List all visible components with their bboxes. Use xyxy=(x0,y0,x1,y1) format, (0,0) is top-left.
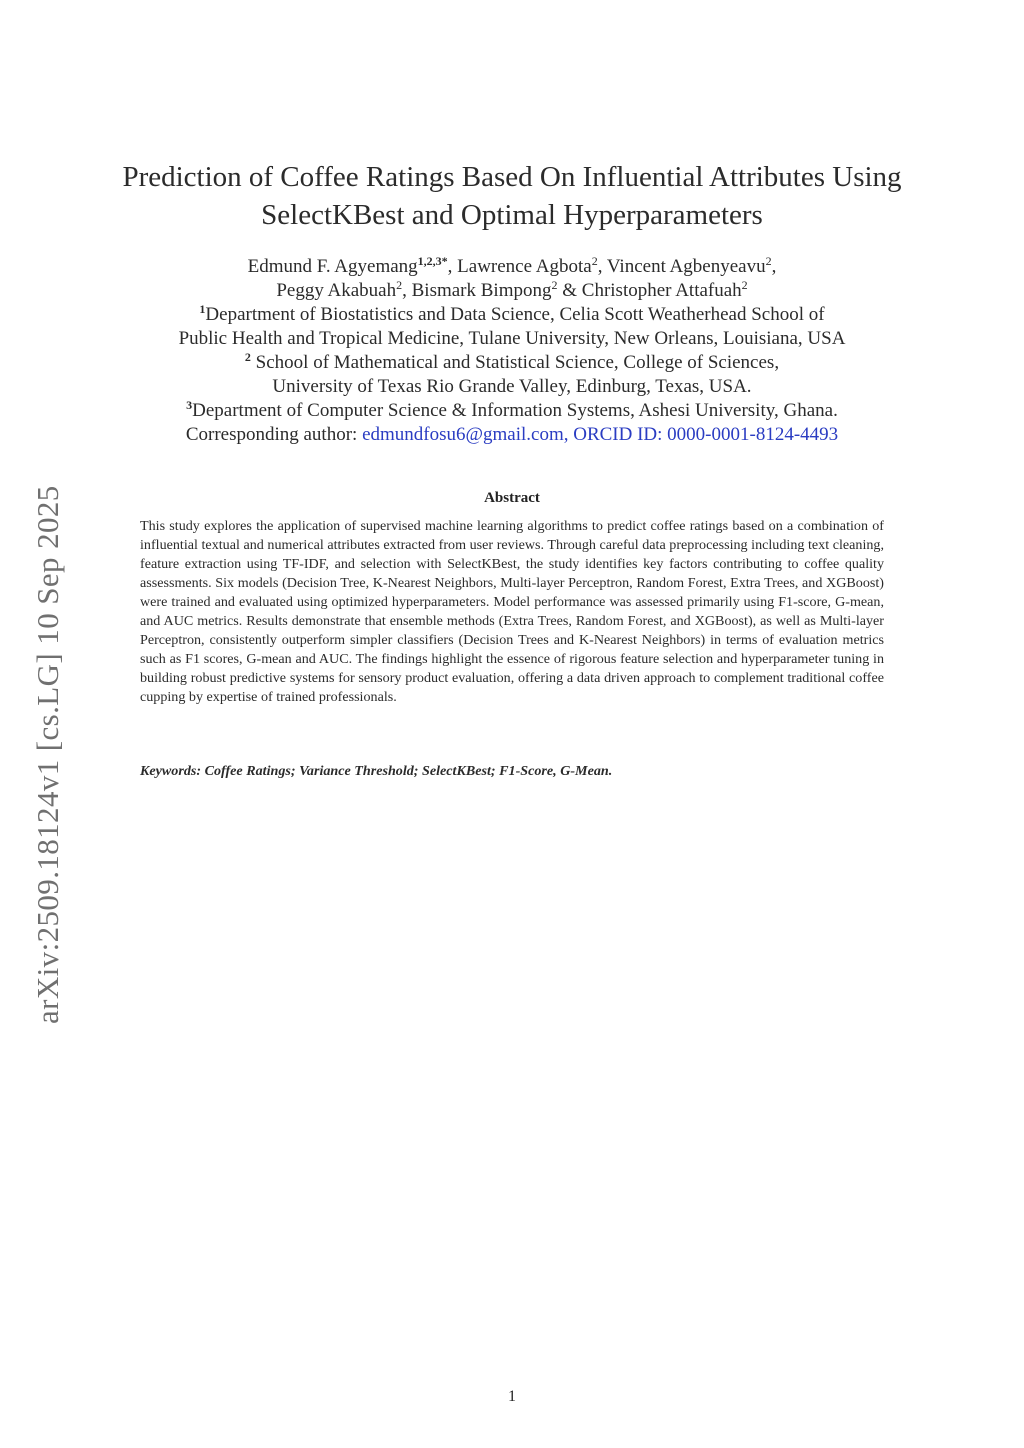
author-akabuah-affil: 2 xyxy=(396,278,403,292)
author-bimpong: , Bismark Bimpong xyxy=(402,280,552,301)
affiliation-1-line-1 xyxy=(100,303,924,327)
author-attafuah-affil: 2 xyxy=(741,278,748,292)
arxiv-identifier-stamp: arXiv:2509.18124v1 [cs.LG] 10 Sep 2025 xyxy=(30,485,65,1024)
affiliation-list xyxy=(100,303,924,447)
corresponding-author xyxy=(100,423,924,447)
paper-title xyxy=(100,158,924,234)
author-agbenyeavu-affil: 2 xyxy=(765,254,772,268)
author-line-1 xyxy=(100,255,924,279)
affiliation-1-marker: 1 xyxy=(199,302,206,316)
author-attafuah: & Christopher Attafuah xyxy=(557,280,742,301)
abstract-text: This study explores the application of supervised machine learning algorithms to predict coffee ratings based on a combination of influential textual and numerical attributes extracted from user reviews. Through careful data preprocessing including text cleaning, feature extraction using TF-IDF, and selection with SelectKBest, the study identifies key factors contributing to coffee quality assessments. Six models (Decision Tree, K-Nearest Neighbors, Multi-layer Perceptron, Random Forest, Extra Trees, and XGBoost) were trained and evaluated using optimized hyperparameters. Model performance was assessed primarily using F1-score, G-mean, and AUC metrics. Results demonstrate that ensemble methods (Extra Trees, Random Forest, and XGBoost), as well as Multi-layer Perceptron, consistently outperform simpler classifiers (Decision Trees and K-Nearest Neighbors) in terms of evaluation metrics such as F1 scores, G-mean and AUC. The findings highlight the essence of rigorous feature selection and hyperparameter tuning in building robust predictive systems for sensory product evaluation, offering a data driven approach to complement traditional coffee cupping by expertise of trained professionals. xyxy=(140,518,884,705)
page-number: 1 xyxy=(508,1388,516,1405)
affiliation-2-line-1 xyxy=(100,351,924,375)
author-line-2 xyxy=(100,279,924,303)
author-agbota: , Lawrence Agbota xyxy=(447,256,592,277)
author-agyemang-affil: 1,2,3* xyxy=(417,254,448,268)
affiliation-2-line-2: University of Texas Rio Grande Valley, Edinburg, Texas, USA. xyxy=(272,376,752,397)
affiliation-3-text: Department of Computer Science & Information Systems, Ashesi University, Ghana. xyxy=(192,400,838,421)
corresponding-author-label: Corresponding author: xyxy=(185,424,363,445)
affiliation-1-text: Department of Biostatistics and Data Science, Celia Scott Weatherhead School of xyxy=(205,304,825,325)
author-agbota-affil: 2 xyxy=(591,254,598,268)
title-line-2: SelectKBest and Optimal Hyperparameters xyxy=(261,199,763,231)
affiliation-2-text: School of Mathematical and Statistical Science, College of Sciences, xyxy=(250,352,780,373)
author-bimpong-affil: 2 xyxy=(551,278,558,292)
author-line-1-tail: , xyxy=(771,256,777,277)
author-akabuah: Peggy Akabuah xyxy=(276,280,397,301)
author-list xyxy=(100,255,924,303)
abstract-heading: Abstract xyxy=(484,490,540,506)
keywords-line: Keywords: Coffee Ratings; Variance Threshold; SelectKBest; F1-Score, G-Mean. xyxy=(140,763,613,779)
affiliation-3-marker: 3 xyxy=(186,398,193,412)
affiliation-3-line-1 xyxy=(100,399,924,423)
author-agbenyeavu: , Vincent Agbenyeavu xyxy=(597,256,766,277)
title-line-1: Prediction of Coffee Ratings Based On Influential Attributes Using xyxy=(122,161,902,193)
author-agyemang: Edmund F. Agyemang xyxy=(247,256,418,277)
affiliation-1-line-2: Public Health and Tropical Medicine, Tulane University, New Orleans, Louisiana, USA xyxy=(178,328,846,349)
affiliation-2-marker: 2 xyxy=(244,350,251,364)
corresponding-author-email-link[interactable]: edmundfosu6@gmail.com, ORCID ID: 0000-0001-8124-4493 xyxy=(362,424,839,445)
